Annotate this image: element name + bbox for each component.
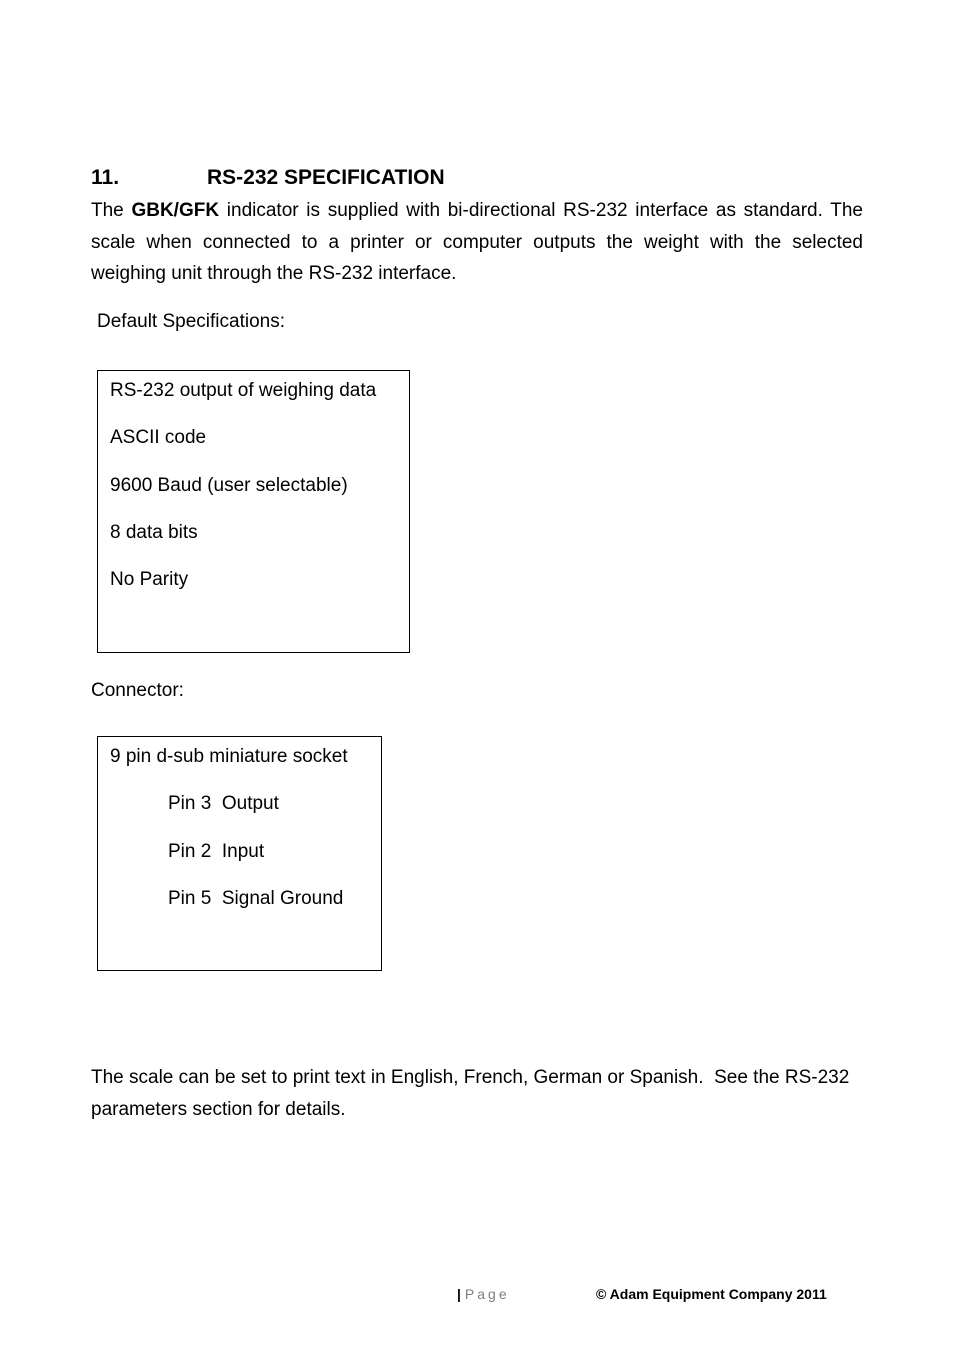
intro-rest: indicator is supplied with bi-directional RS-232 interface as standard. The scale when connected to a printer or computer outputs the weight with the selected weighing unit through the RS-232 interface. <box>91 200 863 284</box>
intro-prefix: The <box>91 200 132 221</box>
footer-separator: | <box>457 1286 461 1302</box>
spec-item: RS-232 output of weighing data <box>110 380 377 401</box>
closing-paragraph: The scale can be set to print text in English, French, German or Spanish. See the RS-232 parameters section for details. <box>91 1067 855 1120</box>
section-number: 11. <box>91 166 120 189</box>
connector-label: Connector: <box>91 680 184 701</box>
copyright-notice: © Adam Equipment Company 2011 <box>596 1286 827 1302</box>
spec-item: 9600 Baud (user selectable) <box>110 475 348 496</box>
pin-item: Pin 2 Input <box>168 841 265 862</box>
model-name: GBK/GFK <box>131 200 220 221</box>
spec-item: No Parity <box>110 569 189 590</box>
spec-item: ASCII code <box>110 427 207 448</box>
section-title: RS-232 SPECIFICATION <box>207 166 445 189</box>
spec-item: 8 data bits <box>110 522 198 543</box>
page-footer-label <box>457 1284 510 1304</box>
pin-item: Pin 5 Signal Ground <box>168 888 344 909</box>
page-label: Page <box>464 1286 510 1302</box>
connector-type: 9 pin d-sub miniature socket <box>110 746 348 767</box>
default-specifications-box <box>97 370 410 653</box>
intro-paragraph <box>91 195 863 290</box>
pin-item: Pin 3 Output <box>168 793 279 814</box>
connector-box <box>97 736 382 971</box>
default-specifications-label: Default Specifications: <box>97 311 285 332</box>
section-heading <box>91 163 445 193</box>
